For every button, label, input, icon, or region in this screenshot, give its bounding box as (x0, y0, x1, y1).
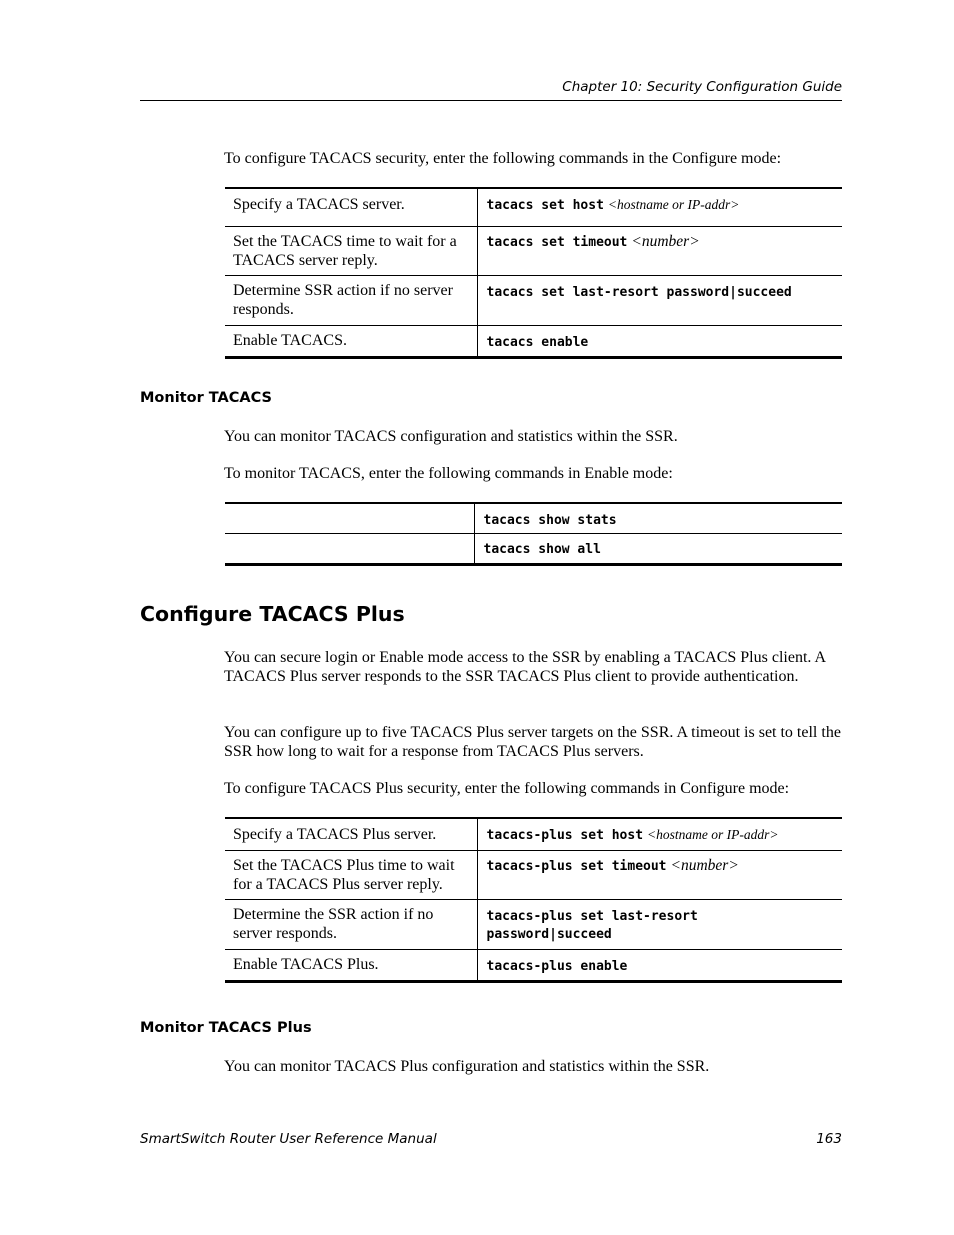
command-argument: <hostname or IP-addr> (607, 197, 740, 212)
monitor-tacacs-table (225, 502, 842, 566)
intro-tacacs-paragraph: To configure TACACS security, enter the following commands in the Configure mode: (224, 150, 782, 167)
table-row (225, 188, 842, 227)
command-text: tacacs-plus enable (486, 959, 628, 974)
table-cell-command (477, 950, 842, 982)
manual-title: SmartSwitch Router User Reference Manual (140, 1131, 437, 1147)
command-argument: <number> (631, 233, 700, 250)
table-row (225, 534, 842, 565)
configure-tacacs-plus-paragraph-2: You can configure up to five TACACS Plus server targets on the SSR. A timeout is set to tell the SSR how long to wait for a response from TACACS Plus servers. (224, 724, 841, 760)
page-number: 163 (816, 1131, 842, 1147)
table-cell-description (225, 534, 474, 565)
table-cell-command (477, 326, 842, 358)
monitor-tacacs-plus-heading: Monitor TACACS Plus (140, 1020, 312, 1036)
command-text: tacacs-plus set timeout (486, 859, 667, 874)
table-row (225, 326, 842, 358)
command-argument: <hostname or IP-addr> (647, 827, 779, 842)
table-cell-command (477, 276, 842, 326)
table-cell-command (477, 227, 842, 276)
command-text-line-1: tacacs-plus set last-resort (486, 909, 698, 924)
monitor-tacacs-plus-paragraph: You can monitor TACACS Plus configuration and statistics within the SSR. (224, 1058, 710, 1075)
table-row (225, 503, 842, 534)
table-cell-description: Set the TACACS time to wait for a TACACS server reply. (225, 227, 477, 276)
table-row (225, 227, 842, 276)
monitor-tacacs-paragraph-2: To monitor TACACS, enter the following commands in Enable mode: (224, 465, 673, 482)
table-cell-command (477, 900, 842, 950)
table-cell-description: Enable TACACS. (225, 326, 477, 358)
command-text: tacacs show all (483, 542, 601, 557)
table-cell-command (477, 818, 842, 851)
table-cell-description: Set the TACACS Plus time to wait for a TACACS Plus server reply. (225, 851, 477, 900)
table-cell-description: Determine SSR action if no server responds. (225, 276, 477, 326)
table-cell-description: Determine the SSR action if no server responds. (225, 900, 477, 950)
command-text: tacacs-plus set host (486, 828, 644, 843)
command-text: tacacs set timeout (486, 235, 628, 250)
table-cell-description: Specify a TACACS server. (225, 188, 477, 227)
table-cell-command (474, 534, 842, 565)
table-row (225, 900, 842, 950)
table-row (225, 818, 842, 851)
configure-tacacs-plus-paragraph-3: To configure TACACS Plus security, enter the following commands in Configure mode: (224, 780, 790, 797)
command-text: tacacs show stats (483, 513, 617, 528)
table-cell-command (474, 503, 842, 534)
table-cell-command (477, 188, 842, 227)
command-text-line-2: password|succeed (486, 927, 612, 942)
command-argument: <number> (670, 857, 739, 874)
command-text: tacacs set host (486, 198, 604, 213)
command-text: tacacs enable (486, 335, 589, 350)
tacacs-plus-command-table (225, 817, 842, 983)
command-text: tacacs set last-resort password|succeed (486, 285, 792, 300)
chapter-title: Chapter 10: Security Configuration Guide (562, 79, 842, 95)
configure-tacacs-plus-heading: Configure TACACS Plus (140, 602, 405, 626)
tacacs-command-table (225, 187, 842, 359)
table-cell-description: Specify a TACACS Plus server. (225, 818, 477, 851)
table-row (225, 950, 842, 982)
table-cell-description (225, 503, 474, 534)
table-cell-description: Enable TACACS Plus. (225, 950, 477, 982)
table-cell-command (477, 851, 842, 900)
table-row (225, 276, 842, 326)
header-rule (140, 100, 842, 101)
monitor-tacacs-paragraph-1: You can monitor TACACS configuration and statistics within the SSR. (224, 428, 678, 445)
table-row (225, 851, 842, 900)
configure-tacacs-plus-paragraph-1: You can secure login or Enable mode access to the SSR by enabling a TACACS Plus client. A TACACS Plus server responds to the SSR TACACS Plus client to provide authentication. (224, 649, 826, 685)
monitor-tacacs-heading: Monitor TACACS (140, 390, 272, 406)
